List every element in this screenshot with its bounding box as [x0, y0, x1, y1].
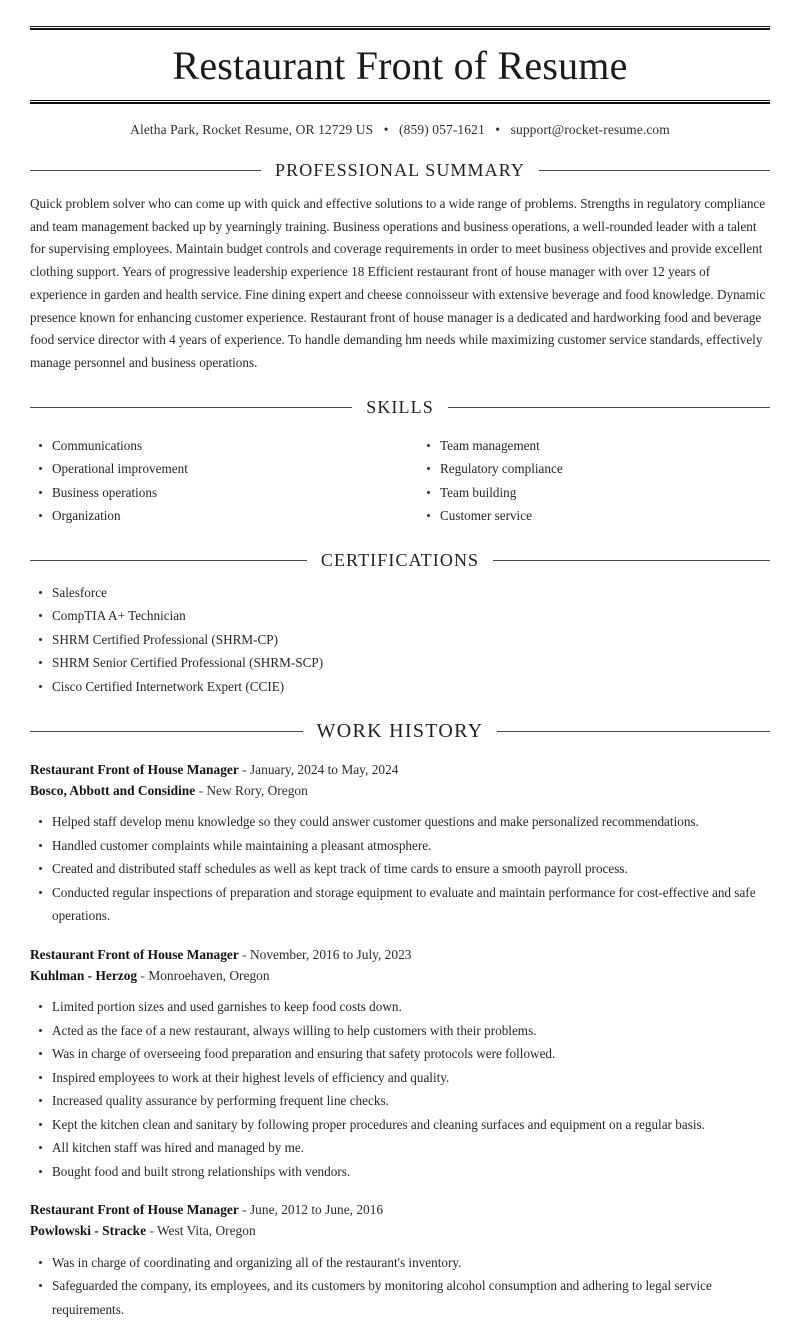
list-item: Acted as the face of a new restaurant, always willing to help customers with their problems.	[30, 1019, 770, 1043]
resume-header	[30, 26, 770, 138]
job-company-line	[30, 780, 770, 801]
job-company-line	[30, 1220, 770, 1241]
skills-column-right	[400, 424, 770, 528]
job-location: West Vita, Oregon	[156, 1223, 256, 1239]
section-title: SKILLS	[366, 396, 434, 417]
list-item: Inspired employees to work at their highest levels of efficiency and quality.	[30, 1066, 770, 1090]
section-heading-work-history	[30, 720, 770, 743]
heading-rule-right	[497, 731, 770, 732]
contact-email: support@rocket-resume.com	[510, 122, 670, 137]
heading-rule-right	[539, 170, 770, 171]
job-company-line	[30, 965, 770, 986]
job-title: Restaurant Front of House Manager	[30, 946, 239, 962]
job-title-line	[30, 944, 770, 965]
heading-rule-left	[30, 731, 303, 732]
summary-text: Quick problem solver who can come up with quick and effective solutions to a wide range of problems. Strengths in regulatory compliance and team management backed up by yearningly training. Business operations and business operations, a well-rounded leader with a talent for supervising employees. Maintain budget controls and coverage requirements in order to meet business objectives and provide excellent clothing support. Years of progressive leadership experience 18 Efficient restaurant front of house manager with over 12 years of experience in garden and health service. Fine dining expert and cheese connoisseur with extensive beverage and food knowledge. Dynamic presence known for enhancing customer experience. Restaurant front of house manager is a dedicated and hardworking food and beverage food service director with 4 years of experience. To handle demanding hm needs while maximizing customer service standards, effectively manage personnel and business operations.	[30, 196, 766, 370]
list-item: Increased quality assurance by performing frequent line checks.	[30, 1089, 770, 1113]
job-location: New Rory, Oregon	[206, 783, 308, 799]
list-item: Was in charge of coordinating and organizing all of the restaurant's inventory.	[30, 1251, 770, 1275]
list-item: Was in charge of overseeing food preparation and ensuring that safety protocols were followed.	[30, 1042, 770, 1066]
job-dates: January, 2024 to May, 2024	[249, 762, 399, 778]
resume-document	[0, 26, 800, 1317]
work-history-entry	[30, 1199, 770, 1321]
section-certifications	[30, 550, 770, 699]
heading-rule-left	[30, 560, 307, 561]
job-bullets	[30, 810, 770, 928]
contact-address: Aletha Park, Rocket Resume, OR 12729 US	[130, 122, 374, 137]
section-title: PROFESSIONAL SUMMARY	[275, 160, 525, 180]
job-dates: November, 2016 to July, 2023	[249, 946, 412, 962]
job-title: Restaurant Front of House Manager	[30, 1202, 239, 1218]
job-separator: -	[242, 946, 247, 962]
section-title: WORK HISTORY	[316, 720, 484, 743]
contact-separator-2: •	[495, 122, 501, 137]
list-item: Bought food and built strong relationships with vendors.	[30, 1160, 770, 1184]
section-title: CERTIFICATIONS	[320, 549, 480, 570]
job-bullets	[30, 995, 770, 1183]
job-dates: June, 2012 to June, 2016	[249, 1202, 384, 1218]
certifications-list	[30, 581, 770, 699]
job-separator: -	[242, 1202, 247, 1218]
list-item: Kept the kitchen clean and sanitary by following proper procedures and cleaning surfaces and equipment on a regular basis.	[30, 1113, 770, 1137]
contact-line	[30, 104, 770, 138]
heading-rule-left	[30, 407, 352, 408]
heading-rule-right	[493, 560, 770, 561]
heading-rule-right	[448, 407, 770, 408]
work-history-entry	[30, 944, 770, 1183]
section-heading-skills	[30, 397, 770, 418]
job-title: Restaurant Front of House Manager	[30, 762, 239, 778]
list-item: Customer service	[418, 504, 770, 528]
job-title-line	[30, 759, 770, 780]
list-item: Handled customer complaints while maintaining a pleasant atmosphere.	[30, 834, 770, 858]
section-heading-certifications	[30, 550, 770, 571]
list-item: Salesforce	[30, 581, 770, 605]
list-item: Business operations	[30, 481, 400, 505]
heading-rule-left	[30, 170, 261, 171]
section-skills	[30, 397, 770, 528]
job-title-line	[30, 1199, 770, 1220]
contact-phone: (859) 057-1621	[399, 122, 485, 137]
skills-columns	[30, 424, 770, 528]
job-separator: -	[140, 968, 145, 984]
list-item: Created and distributed staff schedules as well as kept track of time cards to ensure a smooth payroll process.	[30, 857, 770, 881]
list-item: Team building	[418, 481, 770, 505]
job-company: Bosco, Abbott and Considine	[30, 783, 196, 799]
skills-list-left	[30, 434, 400, 528]
list-item: Limited portion sizes and used garnishes to keep food costs down.	[30, 995, 770, 1019]
job-company: Kuhlman - Herzog	[30, 968, 138, 984]
skills-column-left	[30, 424, 400, 528]
list-item: Cisco Certified Internetwork Expert (CCIE)	[30, 675, 770, 699]
list-item: Organization	[30, 504, 400, 528]
section-work-history	[30, 720, 770, 1321]
list-item: Safeguarded the company, its employees, and its customers by monitoring alcohol consumption and adhering to legal service requirements.	[30, 1274, 770, 1321]
page-title: Restaurant Front of Resume	[172, 43, 628, 88]
list-item: Helped staff develop menu knowledge so they could answer customer questions and make personalized recommendations.	[30, 810, 770, 834]
job-location: Monroehaven, Oregon	[148, 968, 270, 984]
job-separator: -	[198, 783, 204, 799]
job-separator: -	[149, 1223, 154, 1239]
list-item: SHRM Senior Certified Professional (SHRM-SCP)	[30, 651, 770, 675]
list-item: All kitchen staff was hired and managed by me.	[30, 1136, 770, 1160]
list-item: SHRM Certified Professional (SHRM-CP)	[30, 628, 770, 652]
contact-separator-1: •	[383, 122, 389, 137]
job-separator: -	[242, 762, 247, 778]
list-item: Conducted regular inspections of preparation and storage equipment to evaluate and maintain performance for cost-effective and safe operations.	[30, 881, 770, 928]
job-bullets	[30, 1251, 770, 1321]
job-company: Powlowski - Stracke	[30, 1223, 147, 1239]
work-history-entry	[30, 759, 770, 928]
section-heading-summary	[30, 160, 770, 181]
list-item: Team management	[418, 434, 770, 458]
list-item: Regulatory compliance	[418, 457, 770, 481]
list-item: CompTIA A+ Technician	[30, 604, 770, 628]
list-item: Communications	[30, 434, 400, 458]
list-item: Operational improvement	[30, 457, 400, 481]
skills-list-right	[418, 434, 770, 528]
section-professional-summary	[30, 160, 770, 375]
